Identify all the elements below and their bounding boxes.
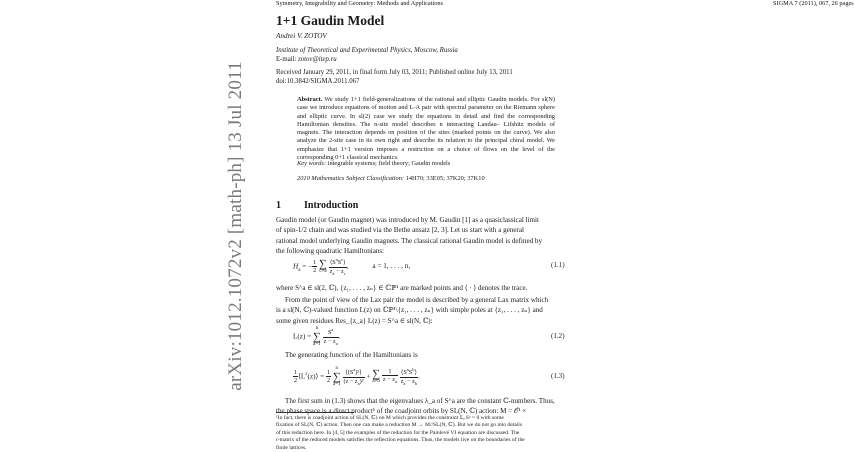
sum-subscript: a≠b xyxy=(372,378,380,384)
eq-fraction: $\frac{⟨S^aS^b⟩}{z_a - z_b}$ xyxy=(400,367,418,386)
abstract-line: of flows on the level of the corresponding 0+1 classical mechanics. xyxy=(297,145,555,162)
sigma-reference: SIGMA 7 (2011), 067, 26 pages xyxy=(773,0,854,7)
eq-num: 1 xyxy=(294,368,298,376)
eq-part: ⟨S xyxy=(329,259,336,267)
equation-1-3: $\frac{1}{2}$ $⟨L^2(z)⟩$ = $\frac{1}{2}$ n ∑ a=1 $\frac{⟨(S^a)^2⟩}{(z - z_a)^2}$ + ∑ a≠b $\frac{1}{z - z_a}$ $\frac{⟨S^aS^b⟩}{z_a - z_b}$ . xyxy=(294,366,420,387)
eq-num xyxy=(343,366,365,378)
eq-fraction xyxy=(326,369,331,385)
keywords-text: integrable systems; field theory; Gaudin models xyxy=(327,160,451,167)
email-line xyxy=(276,56,337,63)
paper-title: 1+1 Gaudin Model xyxy=(276,13,385,28)
eq-den: 2 xyxy=(326,377,331,385)
eq-part: − z xyxy=(334,267,344,275)
sum-subscript: c≠a xyxy=(319,268,327,274)
eq-part: a xyxy=(332,270,335,276)
affiliation: Institute of Theoretical and Experimental Physics, Moscow, Russia xyxy=(276,47,458,54)
msc-text: 14H70; 33E05; 37K20; 37K10 xyxy=(405,175,485,182)
eq-part: S xyxy=(337,259,342,267)
eq-part: c xyxy=(343,270,346,276)
eq-fraction xyxy=(329,256,347,277)
eq-part: ⟨(S xyxy=(345,369,354,377)
eq-den: 2 xyxy=(313,267,317,275)
abstract xyxy=(297,96,555,162)
abstract-line: the Riemann sphere and elliptic curve. In sl(2) case we study the equations in detail and find xyxy=(297,104,555,120)
eq-part: ⟨S xyxy=(400,369,407,377)
footnote-line: ¹In fact, there is coadjoint action of SL(N, ℂ) on M which provides the constraint Σₐ Sᵃ = 0 with some xyxy=(276,415,504,421)
left-margin xyxy=(0,0,232,450)
abstract-line: For sl(N) case we introduce equations of motion and L-A pair with spectral parameter on xyxy=(297,96,555,112)
sum-subscript: a=1 xyxy=(313,341,321,347)
eq-part: L xyxy=(300,372,306,381)
eq-part: (z − z xyxy=(343,377,358,385)
abstract-label: Abstract. xyxy=(297,96,323,103)
abstract-line: the principal chiral model. We emphasize that 1+1 version imposes a restriction on a choice xyxy=(297,137,555,153)
eq-part: ⟩ xyxy=(414,369,417,377)
after-eq1-text: where S^a ∈ sl(2, ℂ), {z₁, . . . , zₙ} ∈ ℂℙ¹ are marked points and ⟨ · ⟩ denotes the trace. xyxy=(276,284,528,292)
abstract-line: Lifshitz models of magnets. The interaction depends on position of the sites (marked points xyxy=(297,120,555,137)
sum-sign: ∑ c≠a xyxy=(319,257,327,274)
eq-num: 1 xyxy=(326,368,331,376)
section-title: Introduction xyxy=(304,200,359,211)
doi-link[interactable]: doi:10.3842/SIGMA.2011.067 xyxy=(276,78,360,85)
eq-part: b xyxy=(412,367,415,372)
eq-part: a xyxy=(353,367,356,372)
author: Andrei V. ZOTOV xyxy=(276,32,327,40)
eq-part: S xyxy=(408,369,413,377)
eq-part: a xyxy=(335,340,338,346)
msc-label: 2010 Mathematics Subject Classification: xyxy=(297,175,405,182)
eq-part: a xyxy=(357,380,360,386)
first-sum-paragraph xyxy=(276,396,568,417)
text-line: Gaudin model (or Gaudin magnet) was introduced by M. Gaudin [1] as a quasiclassical limit xyxy=(276,216,539,224)
eq-part: z xyxy=(329,267,333,275)
intro-paragraph xyxy=(276,215,568,257)
sum-sign: n ∑ a=1 xyxy=(313,326,321,347)
footnote-line: fixation of SL(N, ℂ) action. Then one can make a reduction M → M//SL(N, ℂ). But we do not go into details xyxy=(276,422,523,429)
eq-num xyxy=(329,256,347,268)
eq-part: 2 xyxy=(305,370,308,376)
eq-fraction: $\frac{1}{z - z_a}$ xyxy=(382,367,397,385)
eq-part: ⟩ xyxy=(343,259,346,267)
keywords-label: Key words: xyxy=(297,160,327,167)
text-line: rational model underlying Gaudin magnets. The classical rational Gaudin model is defined by xyxy=(276,236,543,245)
text-line: From the point of view of the Lax pair the model is described by a general Lax matrix which xyxy=(285,296,549,304)
eq-den xyxy=(329,268,347,278)
arxiv-stamp: arXiv:1012.1072v2 [math-ph] 13 Jul 2011 xyxy=(225,61,246,391)
eq-fraction xyxy=(293,369,298,385)
footnote-line: r-matrix of the reduced models satisfies the reflection equations. Thus, the models live on the boundaries of the xyxy=(276,437,525,444)
text-line: the phase space is a direct product¹ of the coadjoint orbits by SL(N, ℂ) action: M = 𝒪¹ × xyxy=(276,407,527,416)
abstract-line: the corresponding Hamiltonian densities. The n-site model describes n interacting Landau– xyxy=(297,112,555,128)
eq-lhs: L(z) = xyxy=(293,332,312,341)
eq-den xyxy=(323,338,339,348)
eq-num xyxy=(323,326,339,338)
journal-name: Symmetry, Integrability and Geometry: Methods and Applications xyxy=(276,0,443,7)
text-line: the following quadratic Hamiltonians: xyxy=(276,247,385,256)
eq-den xyxy=(343,378,365,388)
equation-number[interactable]: (1.3) xyxy=(551,372,565,380)
eq-part: a xyxy=(406,367,409,372)
lax-paragraph xyxy=(276,295,568,326)
generating-function-text: The generating function of the Hamiltonians is xyxy=(285,351,418,359)
eq-part: c xyxy=(341,257,344,262)
equation-number[interactable]: (1.1) xyxy=(551,261,565,269)
sum-superscript: n xyxy=(335,366,339,372)
eq-num: 1 xyxy=(313,258,317,266)
eq-part: z − z xyxy=(323,337,336,345)
equation-1-1: $H_a$ = − $\frac{1}{2}$ ∑ c≠a $\frac{⟨S^aS^c⟩}{z_a - z_c}$ , a = 1, . . . , n, xyxy=(293,257,411,276)
eq-range: a = 1, . . . , n, xyxy=(372,262,411,271)
text-line: some given residues Res_{z_a} L(z) = S^a ∈ sl(N, ℂ): xyxy=(276,316,433,325)
section-number: 1 xyxy=(276,200,281,211)
eq-part: )² xyxy=(359,377,364,385)
abstract-line: We study 1+1 field-generalizations of the rational and elliptic Gaudin models. xyxy=(324,96,529,103)
eq-part: )²⟩ xyxy=(355,369,362,377)
abstract-line: on the curve). We also analyze the 2-site case in its own right and describe its relation to xyxy=(297,129,555,145)
eq-part: (z)⟩ = xyxy=(307,372,325,381)
equation-1-2: L(z) = n ∑ a=1 $\frac{S^a}{z - z_a}$ . xyxy=(293,326,341,347)
eq-den: 2 xyxy=(294,377,298,385)
email-link[interactable]: zotov@itep.ru xyxy=(298,56,337,63)
footnote xyxy=(276,415,568,452)
eq-part: a xyxy=(335,257,338,262)
eq-fraction xyxy=(312,259,317,275)
footnote-line: of this reduction here. In [4, 5] the examples of the reduction for the Painlevé VI equation are discussed. The xyxy=(276,429,520,436)
keywords xyxy=(297,160,450,167)
msc-classification xyxy=(297,175,485,182)
email-label: E-mail: xyxy=(276,56,297,63)
text-line: is a sl(N, ℂ)-valued function L(z) on ℂℙ¹\{z₁, . . . , zₙ} with simple poles at {z₁, . . . , zₙ} and xyxy=(276,306,543,315)
eq-part: a xyxy=(331,327,334,332)
footnote-divider xyxy=(276,412,354,413)
sum-superscript: n xyxy=(315,326,319,332)
eq-num xyxy=(400,366,418,378)
text-line: of spin-1/2 chain and was studied via the Bethe ansatz [2, 3]. Let us start with a general xyxy=(276,226,525,235)
eq-fraction xyxy=(343,366,365,387)
eq-symbol: H xyxy=(293,262,299,271)
eq-fraction xyxy=(323,326,339,347)
footnote-line: finite lattices. xyxy=(276,444,307,451)
sum-sign: n ∑ a=1 xyxy=(332,366,341,387)
section-heading xyxy=(276,200,358,211)
eq-subscript: a xyxy=(298,267,301,273)
eq-part: S xyxy=(327,329,332,337)
text-line: The first sum in (1.3) shows that the eigenvalues λ_a of S^a are the constant ℂ-numbers. Thus, xyxy=(285,397,555,405)
publication-dates: Received January 29, 2011, in final form July 03, 2011; Published online July 13, 2011 xyxy=(276,69,513,76)
equation-number[interactable]: (1.2) xyxy=(551,332,565,340)
sum-sign: ∑ a≠b xyxy=(372,367,381,384)
sum-subscript: a=1 xyxy=(333,381,341,387)
